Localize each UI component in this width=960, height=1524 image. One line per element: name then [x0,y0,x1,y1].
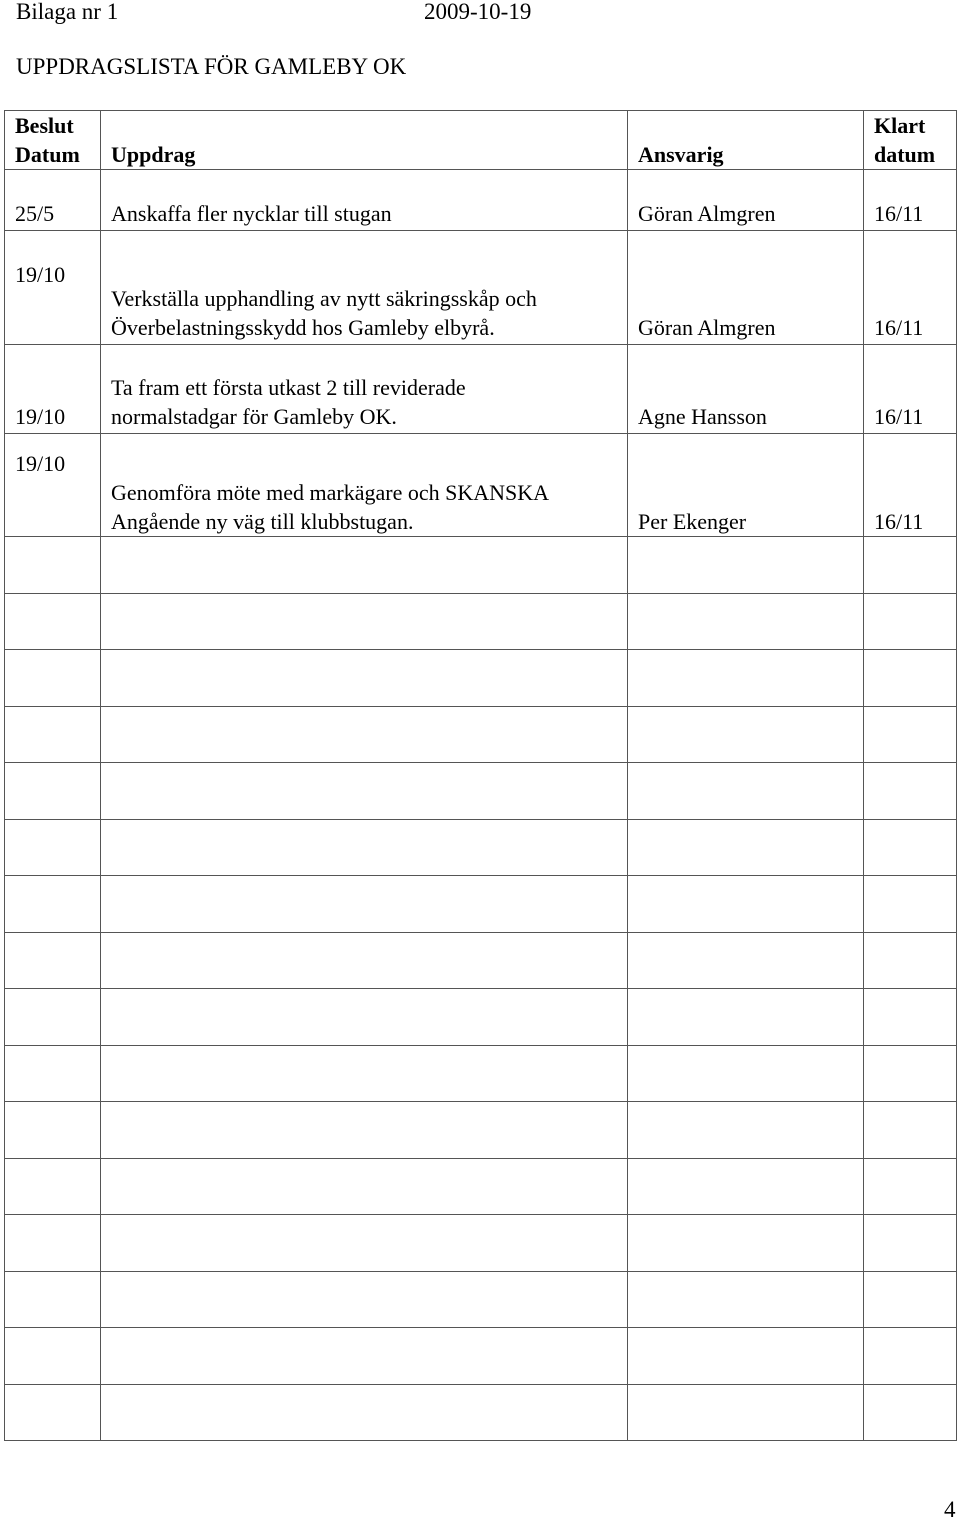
empty-row [5,1328,957,1385]
header-done-date: Klart datum [864,111,957,170]
empty-row [5,1158,957,1215]
header-decision-date: Beslut Datum [5,111,101,170]
table-header-row [5,111,957,170]
done-date-cell: 16/11 [864,434,957,537]
empty-row [5,706,957,763]
empty-row [5,819,957,876]
done-date-cell: 16/11 [864,345,957,434]
task-table [4,110,957,1441]
empty-row [5,537,957,594]
table-row [5,345,957,434]
table-row [5,170,957,231]
task-cell: Anskaffa fler nycklar till stugan [101,170,628,231]
responsible-cell: Agne Hansson [628,345,864,434]
empty-row [5,876,957,933]
document-date: 2009-10-19 [424,0,532,24]
empty-row [5,763,957,820]
decision-date-cell: 19/10 [5,345,101,434]
empty-row [5,989,957,1046]
empty-row [5,1271,957,1328]
decision-date-cell: 19/10 [5,434,101,537]
empty-row [5,1215,957,1272]
responsible-cell: Göran Almgren [628,231,864,345]
empty-row [5,1384,957,1441]
empty-row [5,932,957,989]
task-cell: Ta fram ett första utkast 2 till reviderade normalstadgar för Gamleby OK. [101,345,628,434]
header-task: Uppdrag [101,111,628,170]
done-date-cell: 16/11 [864,170,957,231]
header-responsible: Ansvarig [628,111,864,170]
page-title: UPPDRAGSLISTA FÖR GAMLEBY OK [16,54,407,79]
attachment-label: Bilaga nr 1 [16,0,119,24]
decision-date-cell: 19/10 [5,231,101,345]
responsible-cell: Göran Almgren [628,170,864,231]
table-row [5,434,957,537]
table-row [5,231,957,345]
empty-row [5,1102,957,1159]
empty-row [5,1045,957,1102]
empty-row [5,650,957,707]
page-number: 4 [944,1497,956,1522]
responsible-cell: Per Ekenger [628,434,864,537]
task-cell: Genomföra möte med markägare och SKANSKA Angående ny väg till klubbstugan. [101,434,628,537]
empty-row [5,593,957,650]
decision-date-cell: 25/5 [5,170,101,231]
done-date-cell: 16/11 [864,231,957,345]
task-cell: Verkställa upphandling av nytt säkringsskåp och Överbelastningsskydd hos Gamleby elbyrå. [101,231,628,345]
